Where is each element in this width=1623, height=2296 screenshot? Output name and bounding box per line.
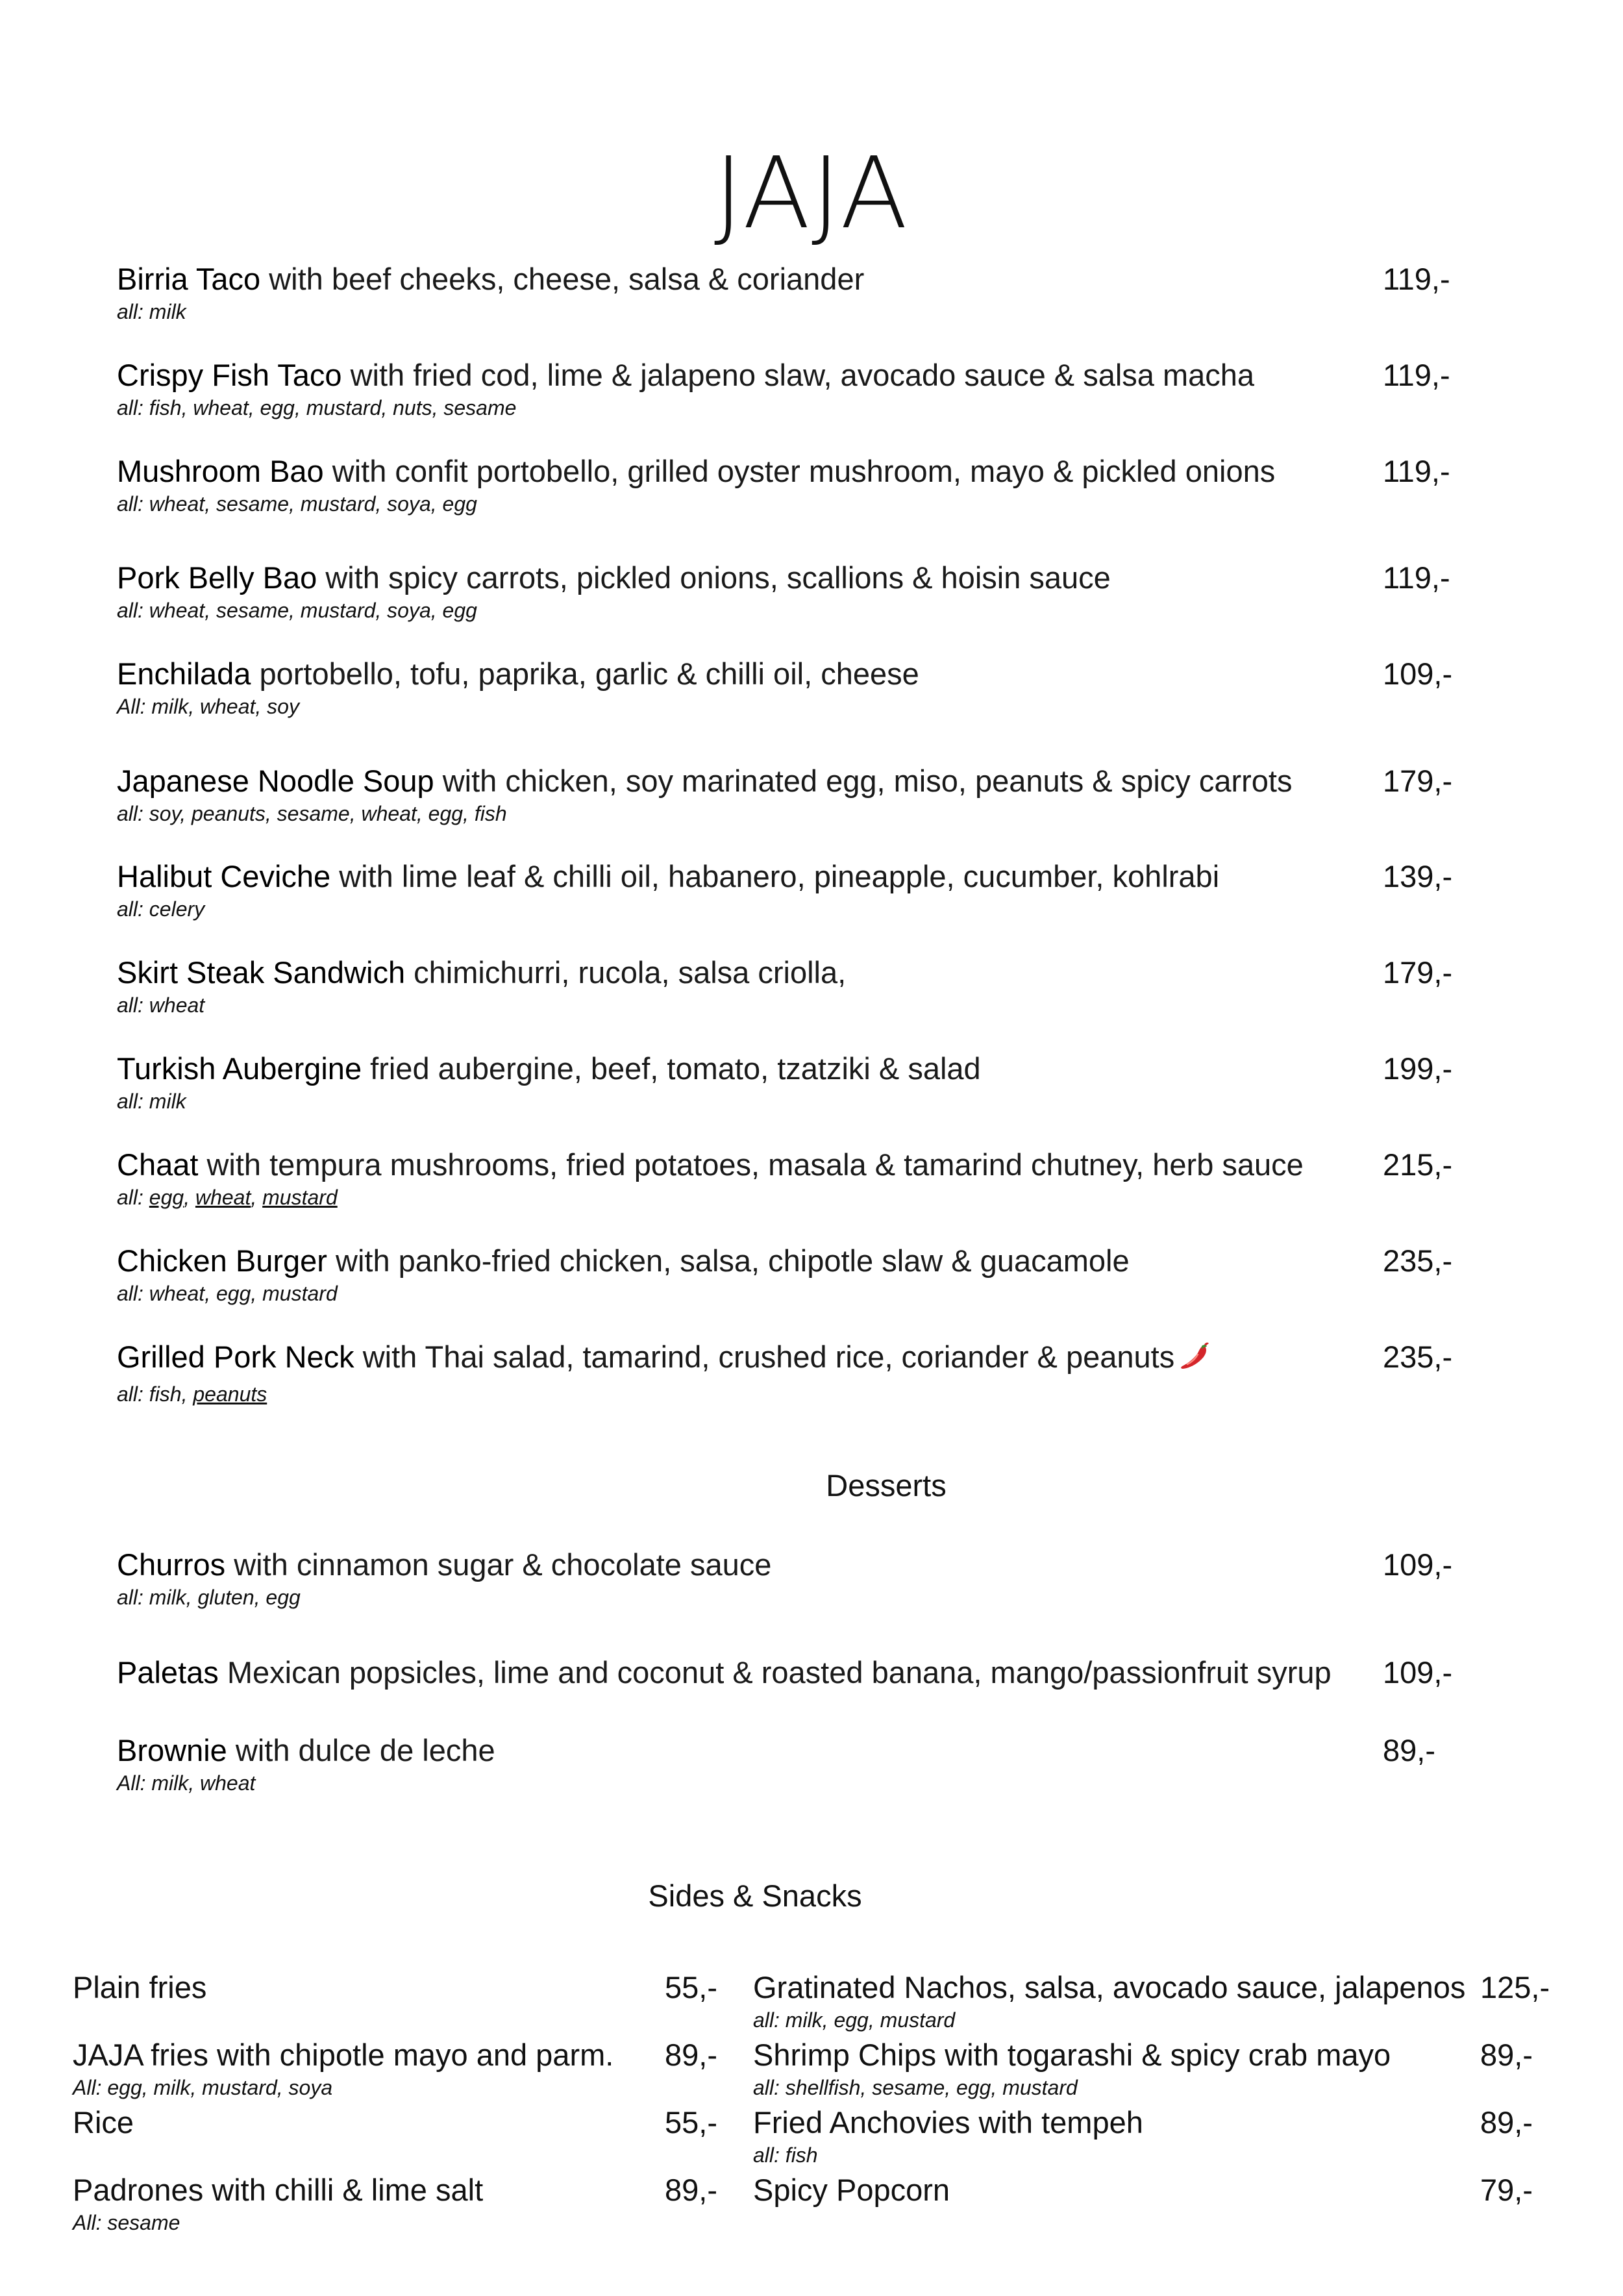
item-name: Halibut Ceviche	[117, 859, 331, 893]
item-price: 79,-	[1480, 2173, 1533, 2207]
item-price: 109,-	[1383, 1547, 1453, 1582]
item-price: 89,-	[1480, 2105, 1533, 2140]
side-item	[753, 1969, 1558, 2033]
menu-item	[117, 763, 1513, 827]
item-price: 199,-	[1383, 1051, 1453, 1086]
item-allergens: all: wheat, sesame, mustard, soya, egg	[117, 599, 477, 622]
item-price: 125,-	[1480, 1970, 1550, 2004]
item-allergens: All: sesame	[73, 2211, 180, 2234]
menu-item	[117, 1243, 1513, 1306]
menu-item	[117, 955, 1513, 1018]
item-allergens	[117, 1381, 1513, 1407]
sides-heading: Sides & Snacks	[648, 1878, 862, 1913]
item-allergens: all: fish, wheat, egg, mustard, nuts, sesame	[117, 396, 517, 419]
item-description: with beef cheeks, cheese, salsa & coriander	[260, 262, 865, 296]
item-allergens: all: milk, gluten, egg	[117, 1586, 301, 1609]
menu-item	[117, 1051, 1513, 1114]
item-allergens: All: milk, wheat	[117, 1771, 256, 1795]
item-description: with panko-fried chicken, salsa, chipotle slaw & guacamole	[327, 1243, 1130, 1278]
side-item	[73, 1969, 722, 2006]
item-description: with dulce de leche	[227, 1733, 495, 1767]
item-description: fries with chipotle mayo and parm.	[142, 2038, 614, 2072]
item-name: Rice	[73, 2105, 134, 2140]
item-price: 109,-	[1383, 1655, 1453, 1690]
item-allergens: all: wheat, egg, mustard	[117, 1282, 338, 1305]
item-description: fried aubergine, beef, tomato, tzatziki & salad	[362, 1051, 981, 1086]
item-price: 89,-	[1383, 1733, 1435, 1767]
menu-item	[117, 560, 1513, 623]
menu-item	[117, 1654, 1513, 1691]
item-price: 235,-	[1383, 1340, 1453, 1374]
item-description: with Thai salad, tamarind, crushed rice, coriander & peanuts	[354, 1340, 1175, 1374]
menu-item	[117, 453, 1513, 517]
item-price: 109,-	[1383, 656, 1453, 691]
item-price: 119,-	[1383, 358, 1450, 392]
item-name: Churros	[117, 1547, 226, 1582]
item-description: with spicy carrots, pickled onions, scallions & hoisin sauce	[317, 560, 1111, 595]
item-name: Turkish Aubergine	[117, 1051, 362, 1086]
item-name: Pork Belly Bao	[117, 560, 317, 595]
item-name: Crispy Fish Taco	[117, 358, 342, 392]
item-name: Paletas	[117, 1655, 219, 1690]
item-price: 55,-	[665, 1970, 717, 2004]
item-price: 89,-	[665, 2038, 717, 2072]
item-name: Chaat	[117, 1147, 199, 1182]
menu-item	[117, 656, 1513, 719]
side-item	[73, 2104, 722, 2141]
item-description: with lime leaf & chilli oil, habanero, pineapple, cucumber, kohlrabi	[330, 859, 1220, 893]
allergen-underlined: wheat	[195, 1186, 251, 1209]
item-allergens: all: soy, peanuts, sesame, wheat, egg, fish	[117, 802, 507, 825]
item-allergens: all: wheat	[117, 993, 205, 1017]
item-allergens	[117, 1184, 1513, 1210]
menu-title: JAJA	[713, 136, 910, 251]
menu-item	[117, 357, 1513, 421]
item-price: 215,-	[1383, 1147, 1453, 1182]
item-name: Padrones	[73, 2173, 204, 2207]
item-name: Grilled Pork Neck	[117, 1340, 354, 1374]
side-item	[753, 2172, 1558, 2208]
item-description: with chicken, soy marinated egg, miso, peanuts & spicy carrots	[434, 764, 1293, 798]
menu-item	[117, 1732, 1513, 1796]
item-name: Enchilada	[117, 656, 251, 691]
item-price: 179,-	[1383, 955, 1453, 990]
item-description: with togarashi & spicy crab mayo	[936, 2038, 1391, 2072]
item-name: Birria Taco	[117, 262, 261, 296]
allergen-underlined: egg	[149, 1186, 184, 1209]
desserts-heading: Desserts	[826, 1468, 947, 1503]
chili-pepper-icon	[1178, 1340, 1211, 1380]
item-description: with cinnamon sugar & chocolate sauce	[225, 1547, 772, 1582]
item-name: Chicken Burger	[117, 1243, 327, 1278]
menu-item	[117, 1339, 1513, 1407]
item-price: 119,-	[1383, 454, 1450, 488]
item-price: 235,-	[1383, 1243, 1453, 1278]
allergen-prefix: all:	[117, 1186, 149, 1209]
item-price: 119,-	[1383, 262, 1450, 296]
item-description: , salsa, avocado sauce, jalapenos	[1007, 1970, 1466, 2004]
item-description: chimichurri, rucola, salsa criolla,	[405, 955, 847, 990]
side-item	[73, 2037, 722, 2101]
item-name: Skirt Steak Sandwich	[117, 955, 406, 990]
side-item	[753, 2104, 1558, 2168]
item-name: Brownie	[117, 1733, 227, 1767]
item-allergens: all: celery	[117, 897, 205, 921]
item-description: with tempeh	[970, 2105, 1143, 2140]
item-allergens: all: milk, egg, mustard	[753, 2008, 956, 2032]
item-name: Gratinated Nachos	[753, 1970, 1008, 2004]
item-name: Plain fries	[73, 1970, 207, 2004]
item-price: 139,-	[1383, 859, 1453, 893]
allergen-separator: ,	[251, 1186, 263, 1209]
item-allergens: all: shellfish, sesame, egg, mustard	[753, 2076, 1078, 2099]
item-price: 55,-	[665, 2105, 717, 2140]
item-name: Mushroom Bao	[117, 454, 324, 488]
item-allergens: All: milk, wheat, soy	[117, 695, 299, 718]
item-price: 89,-	[1480, 2038, 1533, 2072]
item-allergens: all: milk	[117, 300, 186, 323]
item-description: with confit portobello, grilled oyster mushroom, mayo & pickled onions	[323, 454, 1276, 488]
item-price: 119,-	[1383, 560, 1450, 595]
side-item	[753, 2037, 1558, 2101]
item-description: with fried cod, lime & jalapeno slaw, avocado sauce & salsa macha	[341, 358, 1255, 392]
item-price: 179,-	[1383, 764, 1453, 798]
item-name: JAJA	[73, 2038, 143, 2072]
item-allergens: all: milk	[117, 1090, 186, 1113]
item-description: with tempura mushrooms, fried potatoes, masala & tamarind chutney, herb sauce	[198, 1147, 1304, 1182]
item-price: 89,-	[665, 2173, 717, 2207]
item-description: with chilli & lime salt	[203, 2173, 484, 2207]
allergen-underlined: mustard	[262, 1186, 338, 1209]
menu-item	[117, 1547, 1513, 1610]
allergen-separator: ,	[184, 1186, 195, 1209]
item-name: Fried Anchovies	[753, 2105, 971, 2140]
item-allergens: All: egg, milk, mustard, soya	[73, 2076, 333, 2099]
item-name: Spicy Popcorn	[753, 2173, 950, 2207]
menu-item	[117, 858, 1513, 922]
item-allergens: all: fish	[753, 2143, 818, 2167]
allergen-underlined: peanuts	[193, 1382, 267, 1406]
item-description: Mexican popsicles, lime and coconut & roasted banana, mango/passionfruit syrup	[218, 1655, 1332, 1690]
item-allergens: all: wheat, sesame, mustard, soya, egg	[117, 492, 477, 516]
side-item	[73, 2172, 722, 2236]
allergen-prefix: all: fish,	[117, 1382, 193, 1406]
item-name: Shrimp Chips	[753, 2038, 937, 2072]
menu-item	[117, 1147, 1513, 1210]
item-description: portobello, tofu, paprika, garlic & chilli oil, cheese	[251, 656, 919, 691]
item-name: Japanese Noodle Soup	[117, 764, 434, 798]
menu-item	[117, 261, 1513, 325]
